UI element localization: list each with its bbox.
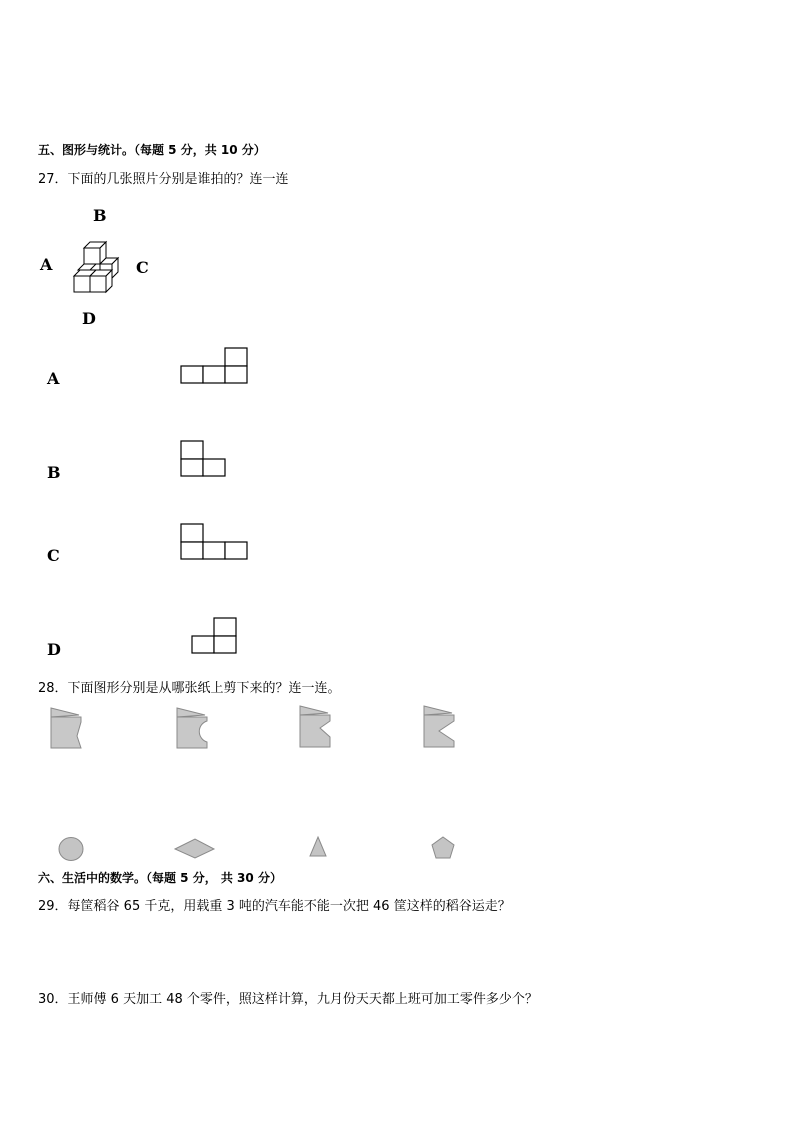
folded-paper-3 bbox=[297, 704, 337, 749]
view-label-b: B bbox=[47, 463, 61, 482]
section5-title: 五、图形与统计。（每题 5 分，共 10 分） bbox=[38, 143, 266, 157]
view-label-c: C bbox=[47, 546, 60, 565]
q27-text: 27．下面的几张照片分别是谁拍的？连一连 bbox=[38, 172, 289, 187]
view-b-figure bbox=[181, 440, 227, 477]
rhombus-shape bbox=[174, 838, 216, 860]
folded-paper-2 bbox=[174, 706, 214, 749]
section6-title: 六、生活中的数学。（每题 5 分， 共 30 分） bbox=[38, 871, 282, 885]
view-a-figure bbox=[181, 347, 249, 384]
folded-paper-1 bbox=[49, 706, 85, 749]
pentagon-shape bbox=[430, 836, 456, 860]
view-label-d: D bbox=[47, 640, 61, 659]
cube-label-c: C bbox=[136, 258, 149, 277]
cube-label-a: A bbox=[40, 255, 53, 274]
view-d-figure bbox=[192, 617, 238, 654]
view-c-figure bbox=[181, 523, 249, 560]
q29-text: 29．每筐稻谷 65 千克，用载重 3 吨的汽车能不能一次把 46 筐这样的稻谷运走？ bbox=[38, 899, 511, 914]
view-label-a: A bbox=[47, 369, 60, 388]
cube-label-d: D bbox=[82, 309, 96, 328]
cube-label-b: B bbox=[93, 206, 107, 225]
q30-text: 30．王师傅 6 天加工 48 个零件，照这样计算，九月份天天都上班可加工零件多少个？ bbox=[38, 992, 538, 1007]
cube-assembly-figure bbox=[70, 238, 122, 296]
triangle-shape bbox=[308, 836, 328, 858]
q28-text: 28．下面图形分别是从哪张纸上剪下来的？连一连。 bbox=[38, 681, 341, 696]
folded-paper-4 bbox=[421, 704, 461, 749]
circle-shape bbox=[58, 836, 86, 862]
